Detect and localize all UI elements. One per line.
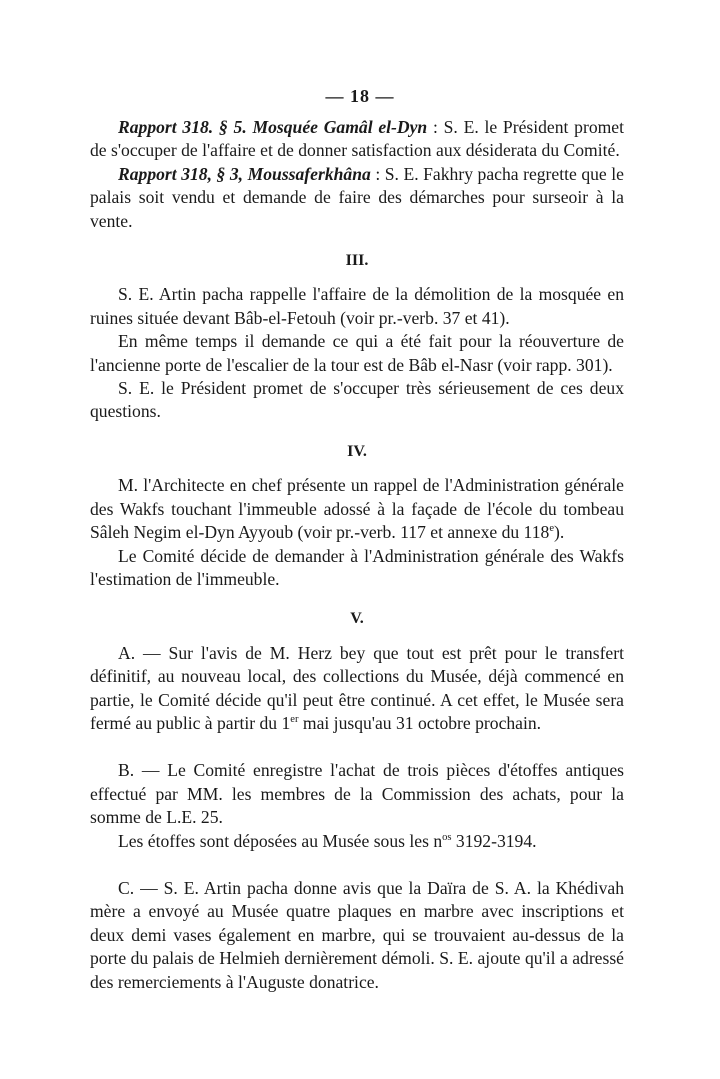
superscript: er [290,714,299,726]
paragraph-president-promise: S. E. le Président promet de s'occuper très sérieusement de ces deux questions. [90,378,624,422]
paragraph-text: M. l'Architecte en chef présente un rappel de l'Administration générale des Wakfs touchant l'immeuble adossé à la façade de l'école du tombeau Sâleh Negim el-Dyn Ayyoub (voir pr.-verb. 117 et annexe du 118 [90,475,624,543]
spacer [90,735,624,759]
superscript: os [442,831,452,843]
report-reference: Rapport 318, § 3, Moussaferkhâna [118,163,371,184]
paragraph-bab-el-nasr: En même temps il demande ce qui a été fait pour la réouverture de l'ancienne porte de l'escalier de la tour est de Bâb el-Nasr (voir rapp. 301). [90,331,624,375]
paragraph-text-end: ). [554,522,565,543]
paragraph-text: : S. E. Fakhry pacha regrette que le palais soit vendu et demande de faire des démarches pour surseoir à la vente. [90,163,624,231]
paragraph-item-c: C. — S. E. Artin pacha donne avis que la Daïra de S. A. la Khédivah mère a envoyé au Musée quatre plaques en marbre avec inscriptions et deux demi vases également en marbre, qui se trouvaient au-dessus de la porte du palais de Helmieh dernièrement démoli. S. E. ajoute qu'il a adressé des remerciements à l'Auguste donatrice. [90,877,624,992]
paragraph-rapport-318-3 [90,163,624,233]
report-reference: Rapport 318. § 5. Mosquée Gamâl el-Dyn [118,117,428,137]
paragraph-item-a [90,642,624,736]
superscript: e [549,523,554,535]
page-number: — 18 — [325,86,395,106]
section-heading-v: V. [350,610,364,628]
paragraph-bab-el-fetouh: S. E. Artin pacha rappelle l'affaire de la démolition de la mosquée en ruines située devant Bâb-el-Fetouh (voir pr.-verb. 37 et 41). [90,284,624,328]
spacer [90,853,624,877]
document-body [90,116,624,994]
section-heading-iv: IV. [347,442,367,460]
paragraph-text-end: 3192-3194. [451,830,537,851]
paragraph-text: Les étoffes sont déposées au Musée sous les n [118,830,443,851]
section-heading-iii: III. [345,252,369,270]
paragraph-item-b: B. — Le Comité enregistre l'achat de trois pièces d'étoffes antiques effectué par MM. les membres de la Commission des achats, pour la somme de L.E. 25. [90,760,624,828]
paragraph-rapport-318-5 [90,116,624,163]
paragraph-text: : S. E. le Président promet de s'occuper de l'affaire et de donner satisfaction aux désiderata du Comité. [90,117,625,161]
paragraph-text: A. — Sur l'avis de M. Herz bey que tout est prêt pour le transfert définitif, au nouveau local, des collections du Musée, déjà commencé en partie, le Comité décide qu'il peut être continué. A cet effet, le Musée sera fermé au public à partir du 1 [90,642,624,733]
paragraph-item-b-etoffes [90,830,624,853]
paragraph-wakfs-rappel [90,474,624,544]
paragraph-text-end: mai jusqu'au 31 octobre prochain. [298,712,542,733]
paragraph-comite-estimation: Le Comité décide de demander à l'Administration générale des Wakfs l'estimation de l'immeuble. [90,545,624,589]
